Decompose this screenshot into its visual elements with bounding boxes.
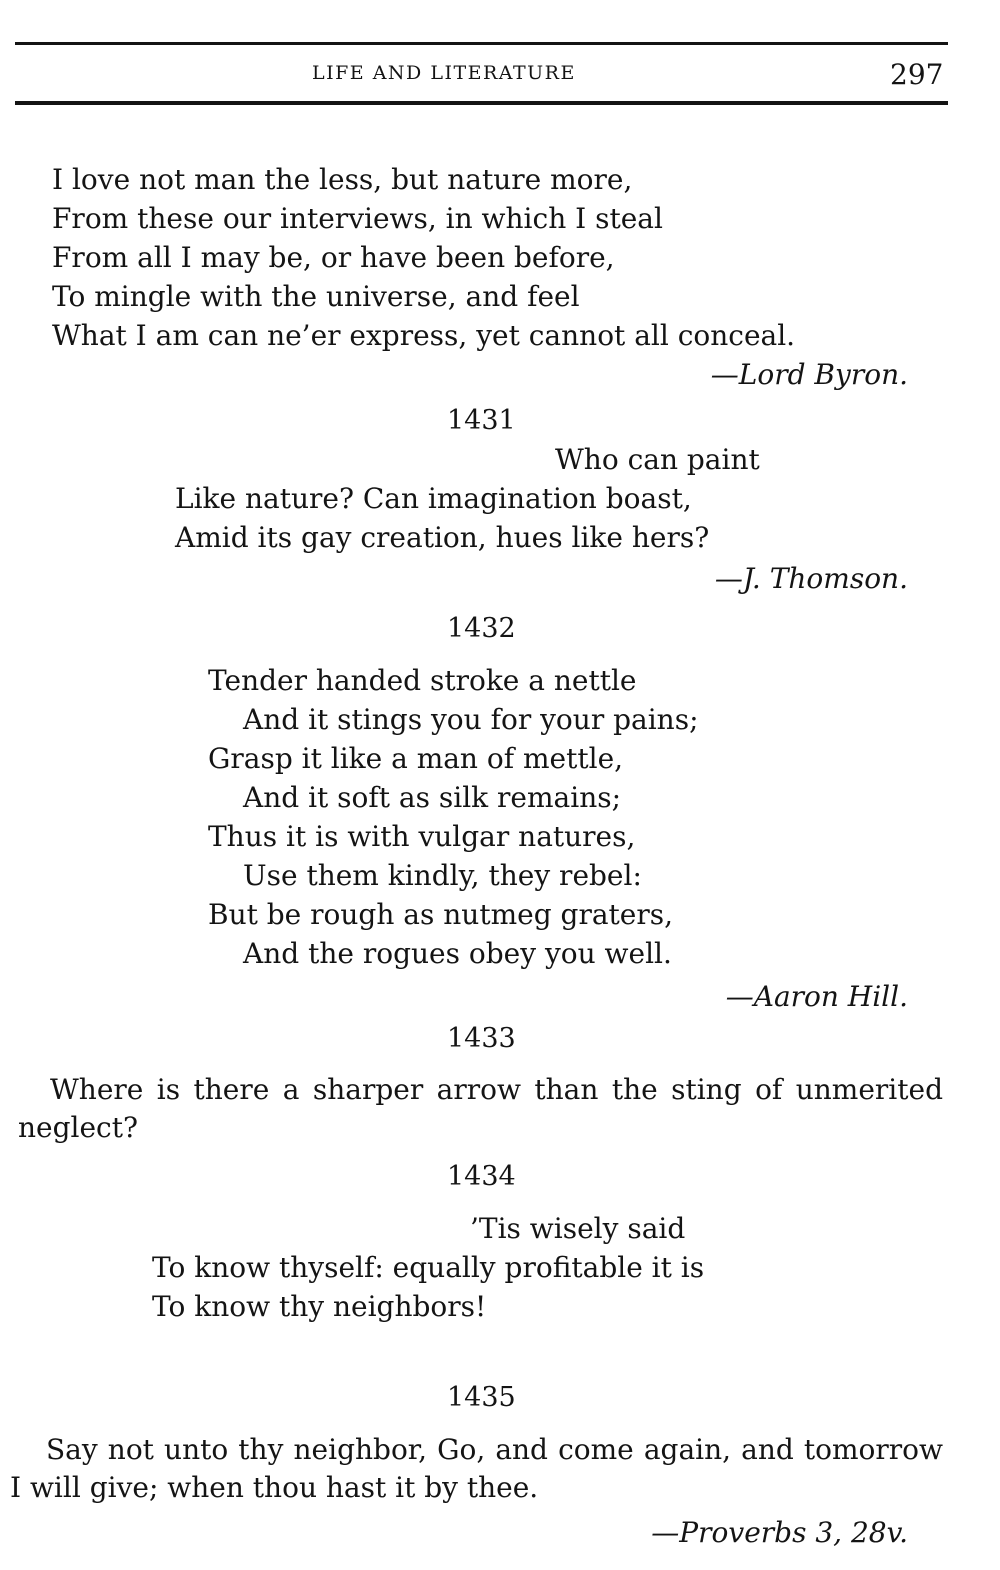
verse-line: ’Tis wisely said	[470, 1212, 686, 1245]
verse-line: From these our interviews, in which I steal	[52, 202, 663, 235]
verse-line: To know thy neighbors!	[152, 1290, 487, 1323]
entry-number: 1435	[447, 1382, 516, 1413]
entry-number: 1433	[447, 1023, 516, 1054]
verse-line: Use them kindly, they rebel:	[243, 859, 642, 892]
attribution: —Aaron Hill.	[725, 980, 908, 1013]
verse-line: And the rogues obey you well.	[243, 937, 672, 970]
entry-number: 1434	[447, 1161, 516, 1192]
attribution: —Proverbs 3, 28v.	[651, 1516, 908, 1549]
verse-line: And it stings you for your pains;	[243, 703, 699, 736]
verse-line: Grasp it like a man of mettle,	[208, 742, 624, 775]
verse-line: What I am can ne’er express, yet cannot all conceal.	[52, 319, 796, 352]
verse-line: From all I may be, or have been before,	[52, 241, 615, 274]
verse-line: Amid its gay creation, hues like hers?	[175, 521, 710, 554]
page-number: 297	[890, 58, 944, 91]
header-rule-top	[15, 42, 948, 45]
entry-number: 1431	[447, 405, 516, 436]
verse-line: Who can paint	[555, 443, 760, 476]
header-rule-bottom	[15, 101, 948, 105]
attribution: —J. Thomson.	[714, 562, 908, 595]
running-header-title: LIFE AND LITERATURE	[312, 62, 576, 84]
verse-line: I love not man the less, but nature more,	[52, 163, 633, 196]
attribution: —Lord Byron.	[710, 358, 908, 391]
verse-line: Thus it is with vulgar natures,	[208, 820, 636, 853]
prose-paragraph: Say not unto thy neighbor, Go, and come again, and tomorrow I will give; when thou hast it by thee.	[10, 1433, 943, 1504]
verse-line: To mingle with the universe, and feel	[52, 280, 580, 313]
prose-paragraph: Where is there a sharper arrow than the sting of unmerited neglect?	[18, 1073, 943, 1144]
entry-number: 1432	[447, 613, 516, 644]
verse-line: But be rough as nutmeg graters,	[208, 898, 673, 931]
verse-line: Like nature? Can imagination boast,	[175, 482, 692, 515]
verse-line: And it soft as silk remains;	[243, 781, 622, 814]
verse-line: To know thyself: equally profitable it is	[152, 1251, 705, 1284]
verse-line: Tender handed stroke a nettle	[208, 664, 637, 697]
